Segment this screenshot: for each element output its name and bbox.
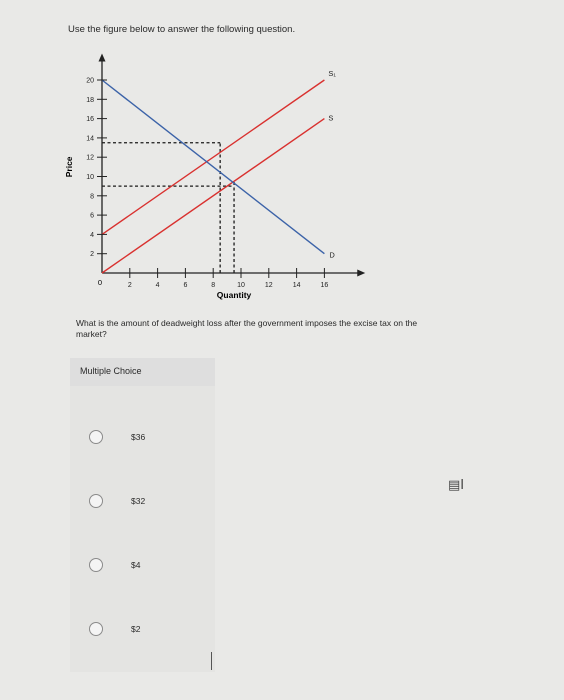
- x-tick-label: 14: [292, 282, 301, 289]
- series-line-s1: [102, 80, 324, 234]
- option-label: $36: [131, 432, 146, 442]
- divider: [211, 652, 212, 670]
- multiple-choice-header: [70, 358, 215, 386]
- answer-options: [70, 386, 215, 672]
- option-label: $2: [131, 624, 141, 634]
- y-axis-arrow-icon: [99, 54, 106, 62]
- option-32[interactable]: [70, 486, 215, 516]
- axes: [99, 54, 366, 277]
- radio-button-icon[interactable]: [89, 494, 103, 508]
- series-label-s1: S₁: [328, 69, 336, 78]
- y-tick-label: 12: [86, 154, 94, 162]
- radio-button-icon[interactable]: [89, 430, 103, 444]
- y-tick-label: 8: [90, 193, 94, 201]
- y-tick-label: 6: [90, 212, 94, 220]
- option-36[interactable]: [70, 422, 215, 452]
- multiple-choice-label: Multiple Choice: [80, 366, 142, 376]
- origin-label: 0: [97, 278, 103, 287]
- x-tick-label: 8: [211, 282, 216, 289]
- question-prompt: Use the figure below to answer the following question.: [68, 24, 296, 35]
- guide-lines: [102, 143, 234, 273]
- y-tick-label: 18: [86, 96, 94, 104]
- series-label-d: D: [329, 250, 335, 260]
- y-axis-label: Price: [64, 156, 75, 178]
- x-tick-label: 6: [183, 282, 188, 289]
- series-line-s: [102, 119, 324, 273]
- option-label: $32: [131, 496, 146, 506]
- y-tick-label: 4: [90, 231, 94, 239]
- option-2[interactable]: [70, 614, 215, 644]
- x-tick-label: 4: [155, 282, 160, 289]
- series-label-s: S: [328, 113, 334, 123]
- y-tick-label: 16: [86, 116, 94, 124]
- series-line-d: [102, 80, 324, 254]
- x-tick-label: 10: [237, 282, 245, 289]
- x-tick-label: 12: [264, 282, 273, 289]
- y-tick-label: 10: [86, 174, 94, 181]
- option-label: $4: [131, 560, 141, 570]
- x-axis-arrow-icon: [357, 270, 365, 277]
- question-text: What is the amount of deadweight loss after the government imposes the excise tax on the market?: [76, 318, 418, 339]
- supply-demand-chart: [60, 40, 380, 310]
- y-tick-label: 14: [86, 135, 94, 143]
- x-tick-label: 2: [127, 282, 132, 289]
- text-cursor-icon: ▤I: [448, 478, 465, 493]
- tick-labels: [86, 78, 328, 290]
- radio-button-icon[interactable]: [89, 558, 103, 572]
- option-4[interactable]: [70, 550, 215, 580]
- y-tick-label: 2: [90, 251, 94, 259]
- radio-button-icon[interactable]: [89, 622, 103, 636]
- x-tick-label: 16: [320, 282, 329, 289]
- y-tick-label: 20: [86, 77, 94, 85]
- series-layer: [102, 69, 336, 273]
- x-axis-label: Quantity: [216, 290, 252, 300]
